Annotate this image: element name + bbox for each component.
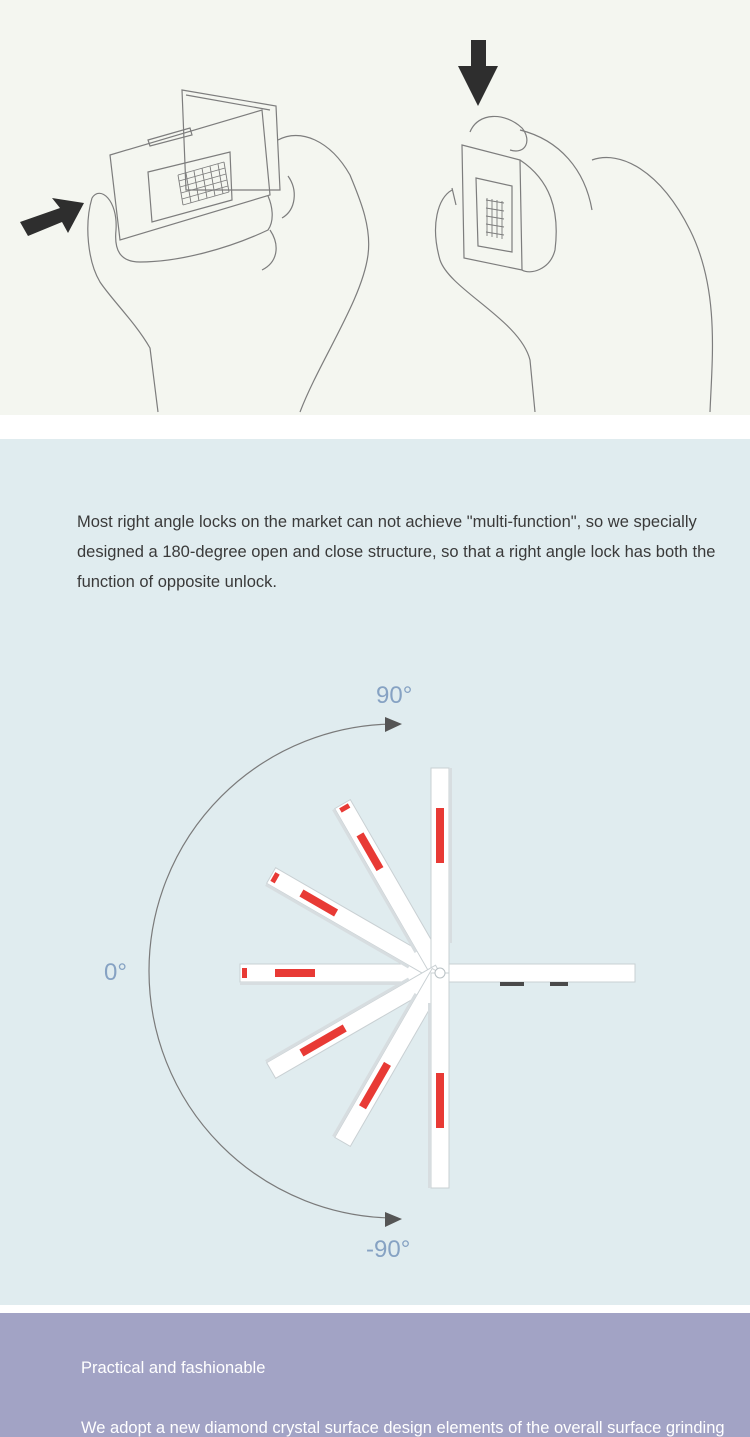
rotation-section bbox=[0, 439, 750, 1305]
left-hand-drawing bbox=[88, 90, 369, 412]
press-arrow-icon bbox=[458, 40, 498, 106]
feature-body: We adopt a new diamond crystal surface design elements of the overall surface grinding bbox=[81, 1419, 725, 1437]
lock-arm-90 bbox=[431, 768, 452, 973]
lock-arm-neg90 bbox=[428, 973, 449, 1188]
hinge bbox=[435, 968, 445, 978]
arrow-down-icon bbox=[385, 1212, 402, 1227]
feature-section bbox=[0, 1313, 750, 1437]
lock-positions bbox=[240, 768, 635, 1188]
label-0: 0° bbox=[104, 959, 127, 986]
rotation-description: Most right angle locks on the market can not achieve "multi-function", so we specially designed a 180-degree open and close structure, so that a right angle lock has both the function of opposite unlock. bbox=[77, 513, 716, 591]
label-neg90: -90° bbox=[366, 1236, 411, 1263]
push-arrow-icon bbox=[20, 198, 84, 236]
usage-illustration bbox=[0, 0, 750, 415]
lock-base bbox=[440, 964, 635, 986]
arrow-up-icon bbox=[385, 717, 402, 732]
right-hand-drawing bbox=[436, 116, 713, 412]
label-90: 90° bbox=[376, 682, 413, 709]
feature-title: Practical and fashionable bbox=[81, 1359, 266, 1377]
